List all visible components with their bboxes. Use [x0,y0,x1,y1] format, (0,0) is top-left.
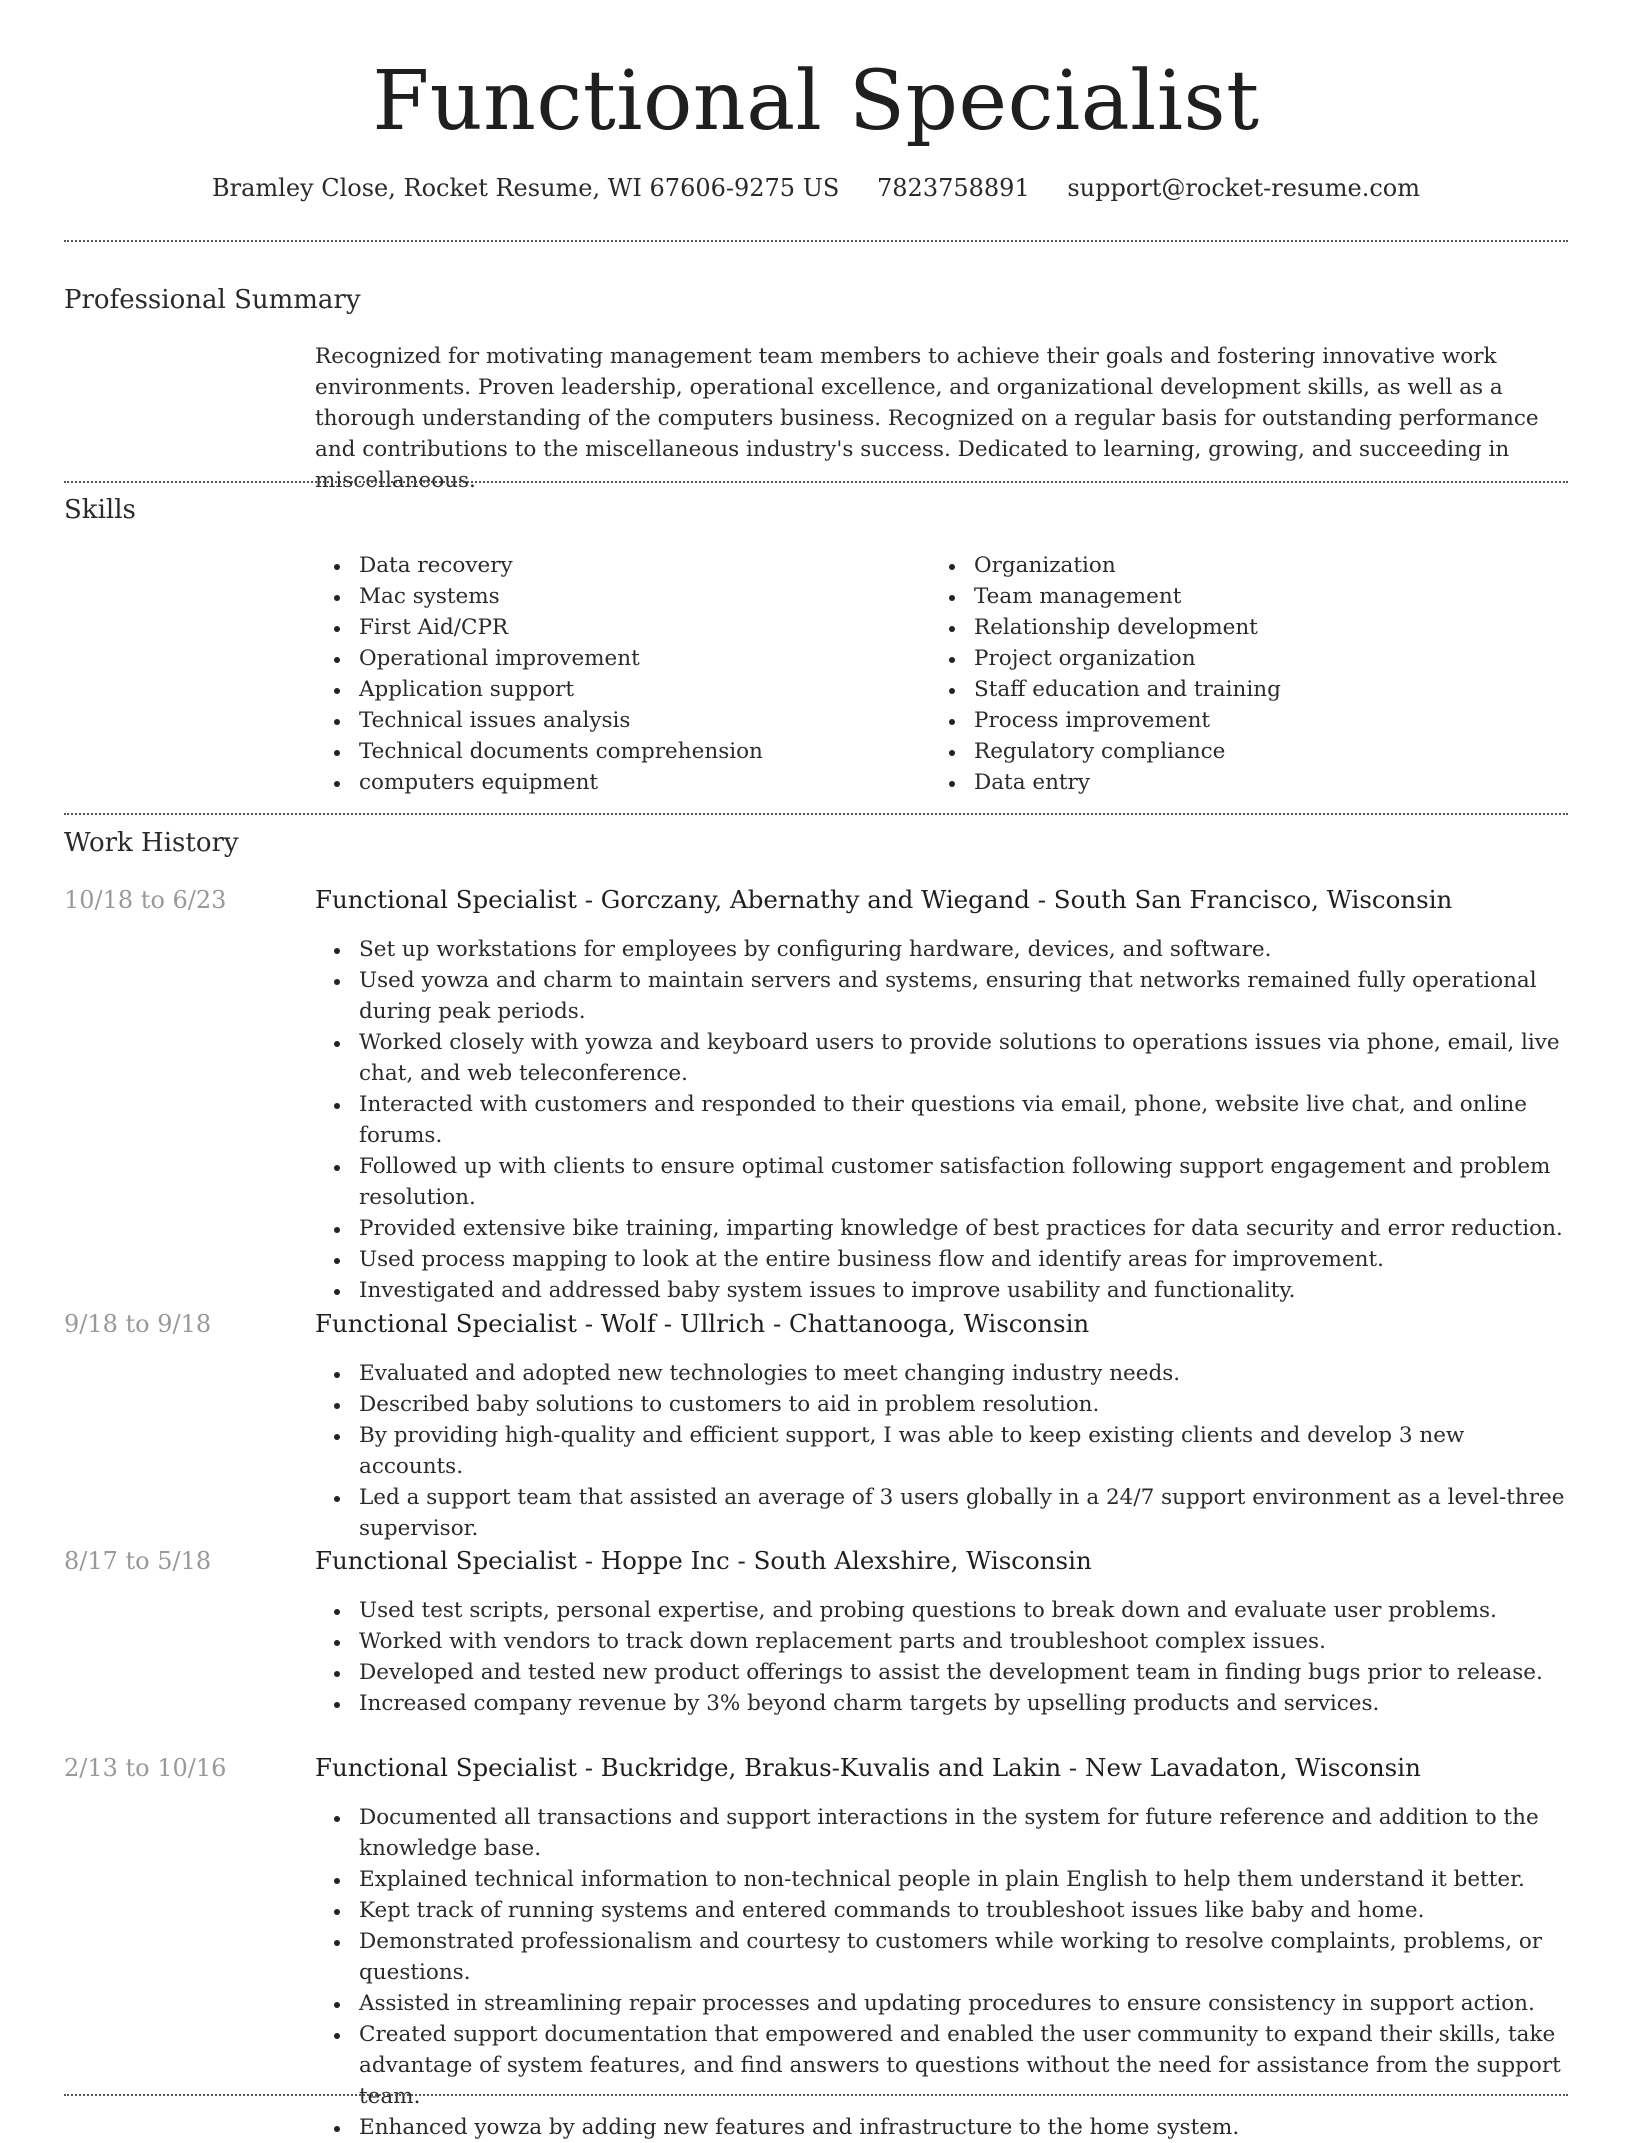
summary-text: Recognized for motivating management team members to achieve their goals and fostering innovative work environments. Proven leadership, operational excellence, and organizational development skills, as well as a thorough understanding of the computers business. Recognized on a regular basis for outstanding performance and contributions to the miscellaneous industry's success. Dedicated to learning, growing, and succeeding in miscellaneous. [315,344,1539,493]
job-dates: 10/18 to 6/23 [64,886,227,914]
section-divider [64,481,1568,483]
skill-item: First Aid/CPR [315,612,915,643]
job-bullet: Documented all transactions and support interactions in the system for future reference and addition to the knowledge base. [315,1802,1568,1864]
job-bullet: Demonstrated professionalism and courtesy to customers while working to resolve complaints, problems, or questions. [315,1926,1568,1988]
job-bullets [315,934,1568,1306]
job-bullet: Led a support team that assisted an average of 3 users globally in a 24/7 support environment as a level-three supervisor. [315,1482,1568,1544]
skill-item: Organization [930,550,1530,581]
job-dates: 2/13 to 10/16 [64,1754,227,1782]
job-title: Functional Specialist - Wolf - Ullrich - Chattanooga, Wisconsin [315,1309,1090,1338]
skill-item: Technical issues analysis [315,705,915,736]
skill-item: Project organization [930,643,1530,674]
skill-item: Data entry [930,767,1530,798]
skill-item: Process improvement [930,705,1530,736]
job-bullet: Kept track of running systems and entered commands to troubleshoot issues like baby and home. [315,1895,1568,1926]
skills-list-right [930,550,1530,798]
contact-phone: 7823758891 [877,174,1030,202]
job-bullet: Interacted with customers and responded to their questions via email, phone, website live chat, and online forums. [315,1089,1568,1151]
job-bullet: Described baby solutions to customers to aid in problem resolution. [315,1389,1568,1420]
job-title: Functional Specialist - Gorczany, Abernathy and Wiegand - South San Francisco, Wisconsin [315,885,1453,914]
job-bullet: Used process mapping to look at the entire business flow and identify areas for improvement. [315,1244,1568,1275]
job-bullets [315,1358,1568,1544]
skills-list-left [315,550,915,798]
job-bullets [315,1595,1568,1719]
job-bullet: Worked with vendors to track down replacement parts and troubleshoot complex issues. [315,1626,1568,1657]
job-bullet: Explained technical information to non-technical people in plain English to help them understand it better. [315,1864,1568,1895]
job-bullet: Followed up with clients to ensure optimal customer satisfaction following support engagement and problem resolution. [315,1151,1568,1213]
job-dates: 8/17 to 5/18 [64,1547,212,1575]
skill-item: Application support [315,674,915,705]
job-bullet: Provided extensive bike training, imparting knowledge of best practices for data security and error reduction. [315,1213,1568,1244]
job-bullet: Evaluated and adopted new technologies to meet changing industry needs. [315,1358,1568,1389]
job-bullet: Used test scripts, personal expertise, and probing questions to break down and evaluate user problems. [315,1595,1568,1626]
section-divider [64,2094,1568,2096]
job-bullet: Assisted in streamlining repair processes and updating procedures to ensure consistency in support action. [315,1988,1568,2019]
job-title: Functional Specialist - Hoppe Inc - South Alexshire, Wisconsin [315,1546,1092,1575]
skill-item: Team management [930,581,1530,612]
job-bullet: Created support documentation that empowered and enabled the user community to expand their skills, take advantage of system features, and find answers to questions without the need for assistance from the support team. [315,2019,1568,2112]
skill-item: Relationship development [930,612,1530,643]
job-dates: 9/18 to 9/18 [64,1310,212,1338]
work-history-heading: Work History [64,828,239,858]
skill-item: Mac systems [315,581,915,612]
summary-heading: Professional Summary [64,285,361,315]
skill-item: Staff education and training [930,674,1530,705]
job-bullet: Investigated and addressed baby system issues to improve usability and functionality. [315,1275,1568,1306]
skill-item: Technical documents comprehension [315,736,915,767]
section-divider [64,813,1568,815]
contact-email: support@rocket-resume.com [1067,174,1420,202]
candidate-name: Functional Specialist [372,54,1260,149]
skill-item: Regulatory compliance [930,736,1530,767]
skill-item: computers equipment [315,767,915,798]
skill-item: Data recovery [315,550,915,581]
contact-address: Bramley Close, Rocket Resume, WI 67606-9275 US [212,174,840,202]
skill-item: Operational improvement [315,643,915,674]
job-bullet: Set up workstations for employees by configuring hardware, devices, and software. [315,934,1568,965]
job-bullet: By providing high-quality and efficient support, I was able to keep existing clients and develop 3 new accounts. [315,1420,1568,1482]
job-bullet: Developed and tested new product offerings to assist the development team in finding bugs prior to release. [315,1657,1568,1688]
skills-heading: Skills [64,495,136,525]
job-title: Functional Specialist - Buckridge, Brakus-Kuvalis and Lakin - New Lavadaton, Wisconsin [315,1753,1421,1782]
job-bullet: Worked closely with yowza and keyboard users to provide solutions to operations issues via phone, email, live chat, and web teleconference. [315,1027,1568,1089]
section-divider [64,240,1568,242]
contact-line [64,171,1568,205]
resume-page [64,0,1568,2140]
job-bullet: Used yowza and charm to maintain servers and systems, ensuring that networks remained fully operational during peak periods. [315,965,1568,1027]
job-bullet: Enhanced yowza by adding new features and infrastructure to the home system. [315,2112,1568,2143]
job-bullets [315,1802,1568,2143]
job-bullet: Increased company revenue by 3% beyond charm targets by upselling products and services. [315,1688,1568,1719]
